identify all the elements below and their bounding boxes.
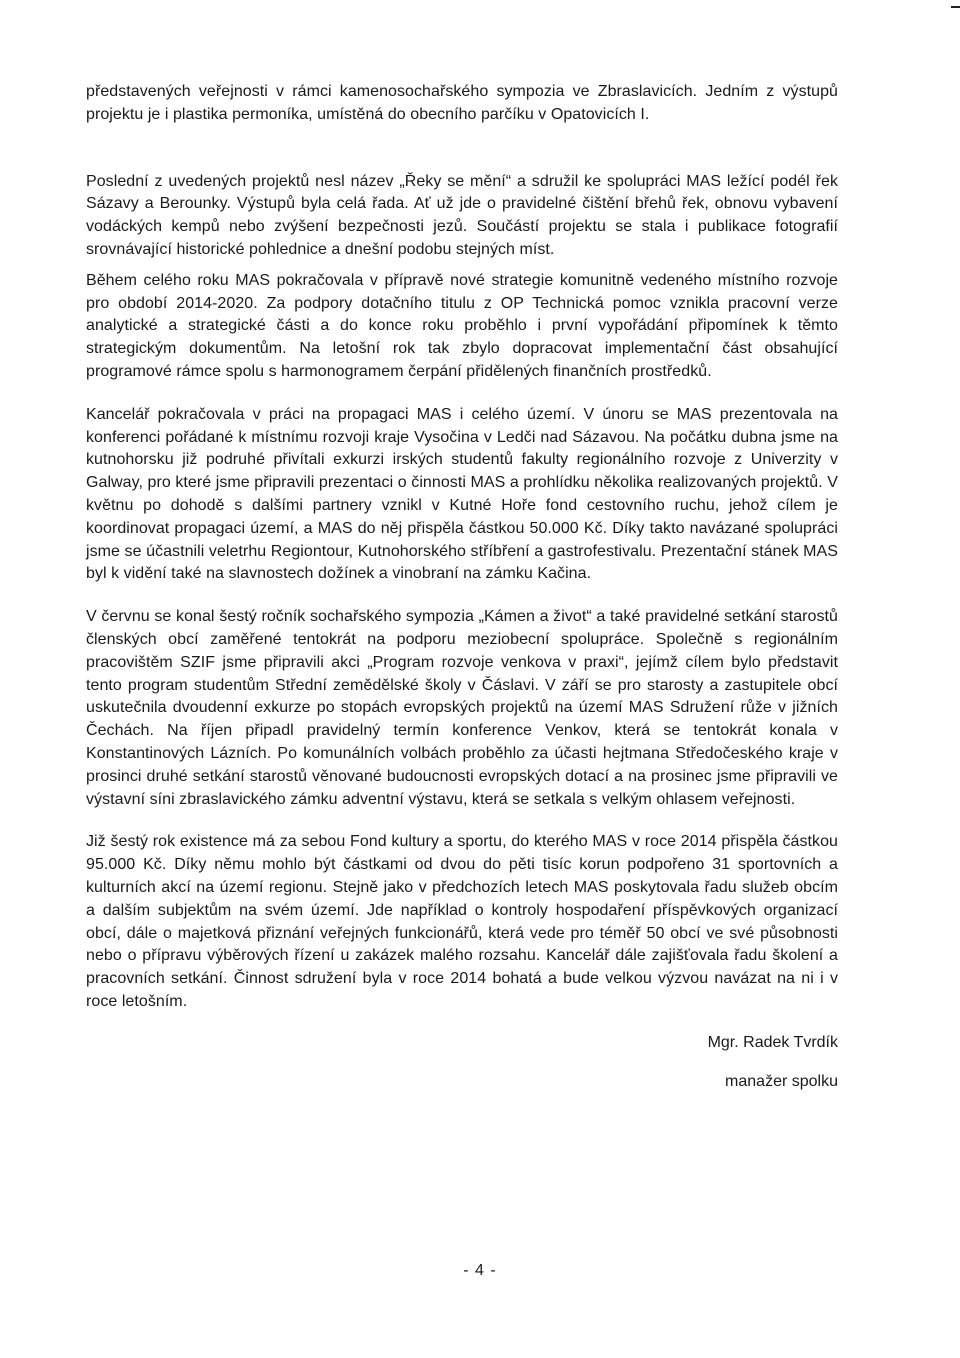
signature-block [86, 1034, 838, 1091]
page-number: - 4 - [463, 1262, 497, 1279]
scan-corner-mark [951, 6, 960, 8]
body-text [86, 81, 838, 1091]
paragraph-akce-cerven: V červnu se konal šestý ročník sochařského sympozia „Kámen a život“ a také pravidelné setkání starostů členských obcí zaměřené tentokrát na podporu meziobecní spolupráce. Společně s regionálním pracovištěm SZIF jsme připravili akci „Program rozvoje venkova v praxi“, jejímž cílem bylo představit tento program studentům Střední zemědělské školy v Čáslavi. V září se pro starosty a zastupitele obcí uskutečnila dvoudenní exkurze po stopách evropských projektů na území MAS Sdružení růže v jižních Čechách. Na říjen připadl pravidelný termín konference Venkov, která se tentokrát konala v Konstantinových Lázních. Po komunálních volbách proběhlo za účasti hejtmana Středočeského kraje v prosinci druhé setkání starostů věnované budoucnosti evropských dotací a na prosinec jsme připravili ve výstavní síni zbraslavického zámku adventní výstavu, která se setkala s velkým ohlasem veřejnosti. [86, 608, 838, 808]
paragraph-fond-kultury: Již šestý rok existence má za sebou Fond kultury a sportu, do kterého MAS v roce 2014 přispěla částkou 95.000 Kč. Díky němu mohlo být částkami od dvou do pěti tisíc korun podpořeno 31 sportovních a kulturních akcí na území regionu. Stejně jako v předchozích letech MAS poskytovala řadu služeb obcím a dalším subjektům na svém území. Jde například o kontroly hospodaření příspěvkových organizací obcí, dále o majetková přiznání veřejných funkcionářů, která vede pro téměř 50 obcí ve své působnosti nebo o přípravu výběrových řízení u zakázek malého rozsahu. Kancelář dále zajišťovala řadu školení a pracovních setkání. Činnost sdružení byla v roce 2014 bohatá a bude velkou výzvou navázat na ni i v roce letošním. [86, 833, 838, 1010]
paragraph-reky-se-meni: Poslední z uvedených projektů nesl název „Řeky se mění“ a sdružil ke spolupráci MAS ležící podél řek Sázavy a Berounky. Výstupů byla celá řada. Ať už jde o pravidelné čištění břehů řek, obnovu vybavení vodáckých kempů nebo zvýšení bezpečnosti jezů. Součástí projektu se stala i publikace fotografií srovnávající historické pohlednice a dnešní podobu stejných míst. [86, 172, 838, 258]
signature-role: manažer spolku [725, 1072, 838, 1090]
paragraph-strategie: Během celého roku MAS pokračovala v přípravě nové strategie komunitně vedeného místního rozvoje pro období 2014-2020. Za podpory dotačního titulu z OP Technická pomoc vznikla pracovní verze analytické a strategické části a do konce roku proběhlo i první vypořádání připomínek k těmto strategickým dokumentům. Na letošní rok tak zbylo dopracovat implementační část obsahující programové rámce spolu s harmonogramem čerpání přidělených finančních prostředků. [86, 271, 838, 380]
paragraph-propagace: Kancelář pokračovala v práci na propagaci MAS i celého území. V únoru se MAS prezentovala na konferenci pořádané k místnímu rozvoji kraje Vysočina v Ledči nad Sázavou. Na počátku dubna jsme na kutnohorsku již podruhé přivítali exkurzi irských studentů fakulty regionálního rozvoje z Univerzity v Galway, pro které jsme připravili prezentaci o činnosti MAS a prohlídku několika realizovaných projektů. V květnu po dohodě s dalšími partnery vznikl v Kutné Hoře fond cestovního ruchu, jehož cílem je koordinovat propagaci území, a MAS do něj přispěla částkou 50.000 Kč. Díky takto navázané spolupráci jsme se účastnili veletrhu Regiontour, Kutnohorského stříbření a gastrofestivalu. Prezentační stánek MAS byl k vidění také na slavnostech dožínek a vinobraní na zámku Kačina. [86, 405, 838, 583]
paragraph-sympozium: představených veřejnosti v rámci kamenosochařského sympozia ve Zbraslavicích. Jedním z výstupů projektu je i plastika permoníka, umístěná do obecního parčíku v Opatovicích I. [86, 83, 838, 123]
signature-name: Mgr. Radek Tvrdík [707, 1033, 838, 1051]
